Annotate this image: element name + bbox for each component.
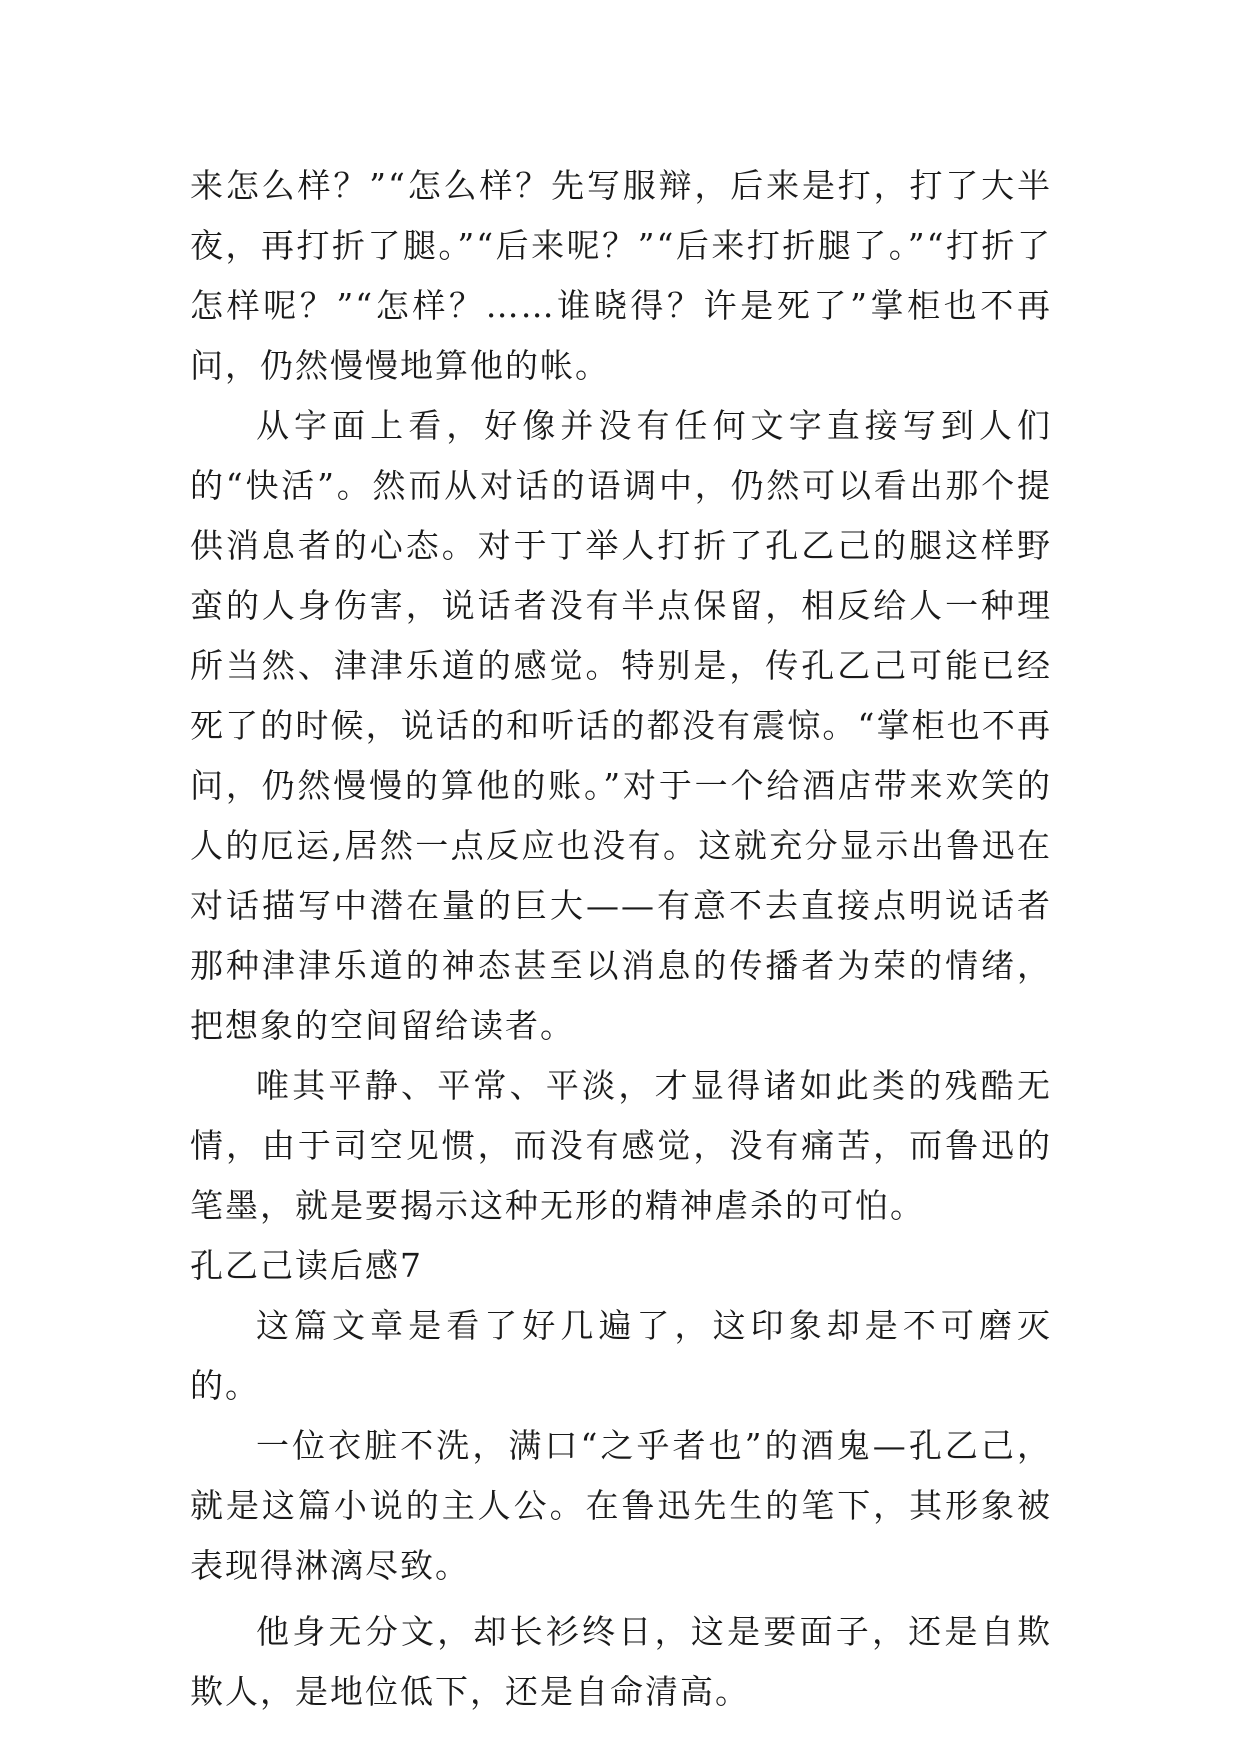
paragraph-analysis: 从字面上看，好像并没有任何文字直接写到人们的“快活”。然而从对话的语调中，仍然可以看出那个提供消息者的心态。对于丁举人打折了孔乙己的腿这样野蛮的人身伤害，说话者没有半点保留，相反给人一种理所当然、津津乐道的感觉。特别是，传孔乙己可能已经死了的时候，说话的和听话的都没有震惊。“掌柜也不再问，仍然慢慢的算他的账。”对于一个给酒店带来欢笑的人的厄运,居然一点反应也没有。这就充分显示出鲁迅在对话描写中潜在量的巨大——有意不去直接点明说话者那种津津乐道的神态甚至以消息的传播者为荣的情绪，把想象的空间留给读者。 bbox=[190, 406, 1052, 1045]
paragraph-impression: 这篇文章是看了好几遍了，这印象却是不可磨灭的。 bbox=[190, 1306, 1052, 1405]
document-body bbox=[190, 156, 1052, 1722]
paragraph-character: 他身无分文，却长衫终日，这是要面子，还是自欺欺人，是地位低下，还是自命清高。 bbox=[190, 1612, 1052, 1711]
section-heading: 孔乙己读后感7 bbox=[190, 1246, 423, 1285]
paragraph-protagonist: 一位衣脏不洗，满口“之乎者也”的酒鬼—孔乙己，就是这篇小说的主人公。在鲁迅先生的笔下，其形象被表现得淋漓尽致。 bbox=[190, 1426, 1052, 1585]
paragraph-continued-dialogue: 来怎么样？”“怎么样？先写服辩，后来是打，打了大半夜，再打折了腿。”“后来呢？”“后来打折腿了。”“打折了怎样呢？”“怎样？……谁晓得？许是死了”掌柜也不再问，仍然慢慢地算他的帐。 bbox=[190, 166, 1052, 385]
paragraph-conclusion: 唯其平静、平常、平淡，才显得诸如此类的残酷无情，由于司空见惯，而没有感觉，没有痛苦，而鲁迅的笔墨，就是要揭示这种无形的精神虐杀的可怕。 bbox=[190, 1066, 1052, 1225]
